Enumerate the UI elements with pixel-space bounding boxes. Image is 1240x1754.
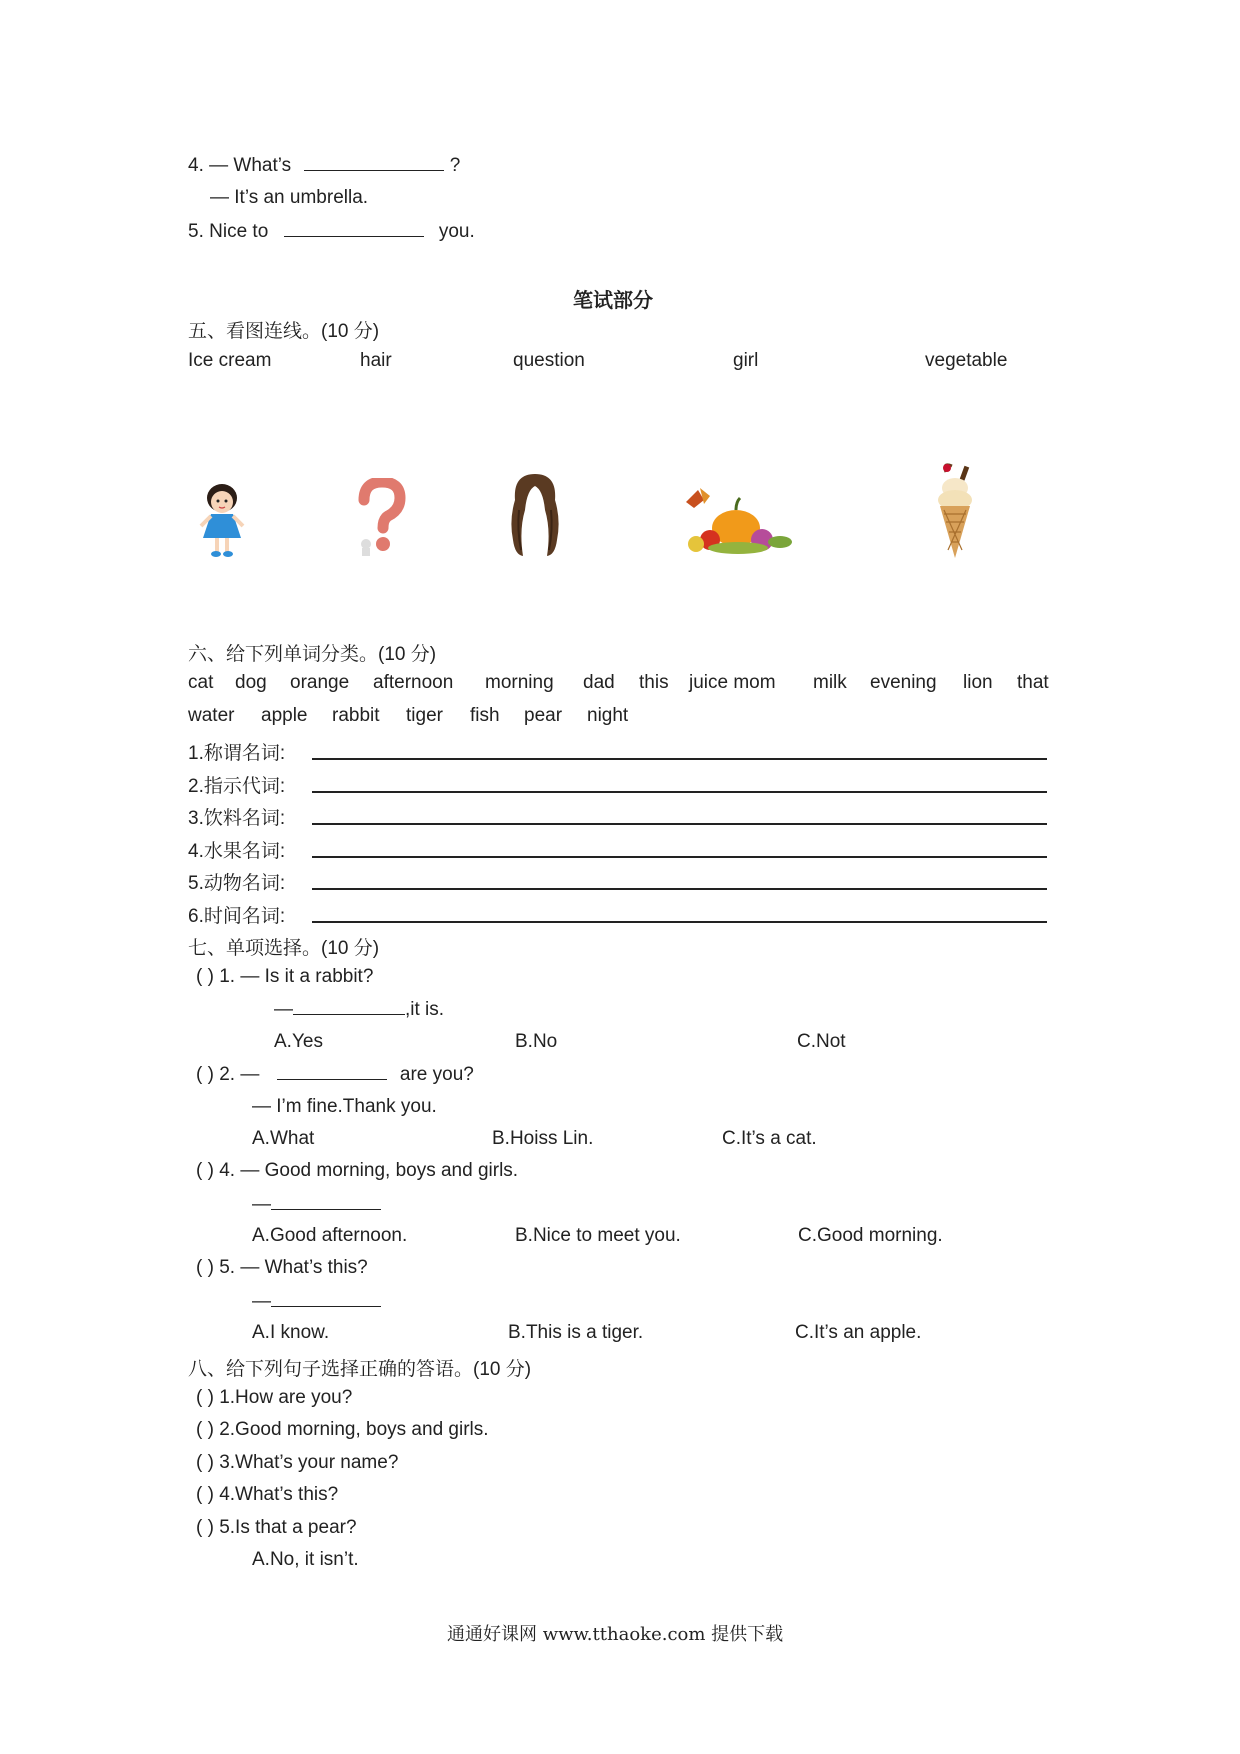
option-b[interactable]: B.This is a tiger. (508, 1322, 644, 1343)
choice-question-5: ( ) 5. — What’s this? (196, 1257, 368, 1278)
word-bank-item: rabbit (332, 705, 380, 726)
word-bank-item: water (188, 705, 235, 726)
question-mark-picture[interactable] (350, 478, 410, 558)
response-item: ( ) 4.What’s this? (196, 1484, 339, 1505)
option-a[interactable]: A.What (252, 1128, 315, 1149)
word-bank-item: milk (813, 672, 847, 693)
question-stem-tail: are you? (399, 1064, 474, 1085)
word-bank-item: evening (870, 672, 937, 693)
category-answer-line[interactable] (312, 888, 1047, 890)
question-5-tail: you. (438, 221, 475, 242)
reply-dash: — (252, 1194, 271, 1215)
question-stem: ( ) 2. — (196, 1064, 260, 1085)
option-c[interactable]: C.Not (797, 1031, 846, 1052)
question-5 (188, 220, 475, 243)
answer-blank[interactable] (271, 1290, 381, 1307)
category-label: 6.时间名词: (188, 906, 286, 927)
category-label: 4.水果名词: (188, 841, 286, 862)
response-item: ( ) 1.How are you? (196, 1387, 353, 1408)
word-bank-item: morning (485, 672, 554, 693)
answer-blank[interactable] (277, 1063, 387, 1080)
option-b[interactable]: B.Hoiss Lin. (492, 1128, 594, 1149)
category-label: 1.称谓名词: (188, 743, 286, 764)
match-word[interactable]: question (513, 350, 585, 371)
word-bank-item: tiger (406, 705, 443, 726)
category-answer-line[interactable] (312, 791, 1047, 793)
reply-dash: — (252, 1291, 271, 1312)
section-5-title: 五、看图连线。(10 分) (188, 321, 380, 342)
reply-dash: — (274, 999, 293, 1020)
category-answer-line[interactable] (312, 856, 1047, 858)
vegetables-picture[interactable] (680, 482, 795, 560)
word-bank-item: that (1017, 672, 1049, 693)
question-4-text: 4. — What’s (188, 155, 292, 176)
choice-question-4: ( ) 4. — Good morning, boys and girls. (196, 1160, 519, 1181)
match-word[interactable]: vegetable (925, 350, 1008, 371)
option-c[interactable]: C.It’s an apple. (795, 1322, 922, 1343)
question-4 (188, 154, 460, 177)
word-bank-item: dad (583, 672, 615, 693)
ice-cream-picture[interactable] (932, 462, 978, 562)
word-bank-item: this (639, 672, 669, 693)
option-c[interactable]: C.It’s a cat. (722, 1128, 817, 1149)
match-word[interactable]: hair (360, 350, 392, 371)
word-bank-item: juice mom (689, 672, 776, 693)
girl-picture[interactable] (195, 480, 250, 560)
word-bank-item: afternoon (373, 672, 454, 693)
option-c[interactable]: C.Good morning. (798, 1225, 943, 1246)
word-bank-item: apple (261, 705, 308, 726)
hair-picture[interactable] (505, 470, 565, 560)
option-b[interactable]: B.Nice to meet you. (515, 1225, 681, 1246)
choice-question-1-reply (274, 998, 444, 1021)
choice-question-2 (196, 1063, 474, 1086)
answer-blank[interactable] (271, 1193, 381, 1210)
answer-blank[interactable] (304, 154, 444, 171)
option-a[interactable]: A.Yes (274, 1031, 323, 1052)
category-label: 3.饮料名词: (188, 808, 286, 829)
match-word[interactable]: girl (733, 350, 759, 371)
category-answer-line[interactable] (312, 758, 1047, 760)
page-footer: 通通好课网 www.tthaoke.com 提供下载 (447, 1624, 784, 1645)
choice-question-5-reply (252, 1290, 381, 1313)
answer-blank[interactable] (284, 220, 424, 237)
response-item: ( ) 3.What’s your name? (196, 1452, 399, 1473)
response-item: ( ) 2.Good morning, boys and girls. (196, 1419, 489, 1440)
word-bank-item: lion (963, 672, 993, 693)
section-8-title: 八、给下列句子选择正确的答语。(10 分) (188, 1359, 532, 1380)
section-7-title: 七、单项选择。(10 分) (188, 938, 380, 959)
answer-blank[interactable] (293, 998, 405, 1015)
question-mark: ? (449, 155, 461, 176)
match-word[interactable]: Ice cream (188, 350, 272, 371)
category-answer-line[interactable] (312, 921, 1047, 923)
reply-text: ,it is. (405, 999, 445, 1020)
category-label: 5.动物名词: (188, 873, 286, 894)
answer-option-a: A.No, it isn’t. (252, 1549, 359, 1570)
option-a[interactable]: A.I know. (252, 1322, 330, 1343)
section-6-title: 六、给下列单词分类。(10 分) (188, 644, 437, 665)
word-bank-item: pear (524, 705, 563, 726)
word-bank-item: dog (235, 672, 267, 693)
option-b[interactable]: B.No (515, 1031, 558, 1052)
choice-question-1: ( ) 1. — Is it a rabbit? (196, 966, 374, 987)
question-4-reply: — It’s an umbrella. (210, 187, 369, 208)
word-bank-item: night (587, 705, 629, 726)
word-bank-item: fish (470, 705, 500, 726)
written-section-title: 笔试部分 (573, 290, 653, 312)
response-item: ( ) 5.Is that a pear? (196, 1517, 357, 1538)
category-label: 2.指示代词: (188, 776, 286, 797)
word-bank-item: orange (290, 672, 350, 693)
question-5-text: 5. Nice to (188, 221, 269, 242)
word-bank-item: cat (188, 672, 214, 693)
category-answer-line[interactable] (312, 823, 1047, 825)
choice-question-2-reply: — I’m fine.Thank you. (252, 1096, 437, 1117)
choice-question-4-reply (252, 1193, 381, 1216)
option-a[interactable]: A.Good afternoon. (252, 1225, 408, 1246)
